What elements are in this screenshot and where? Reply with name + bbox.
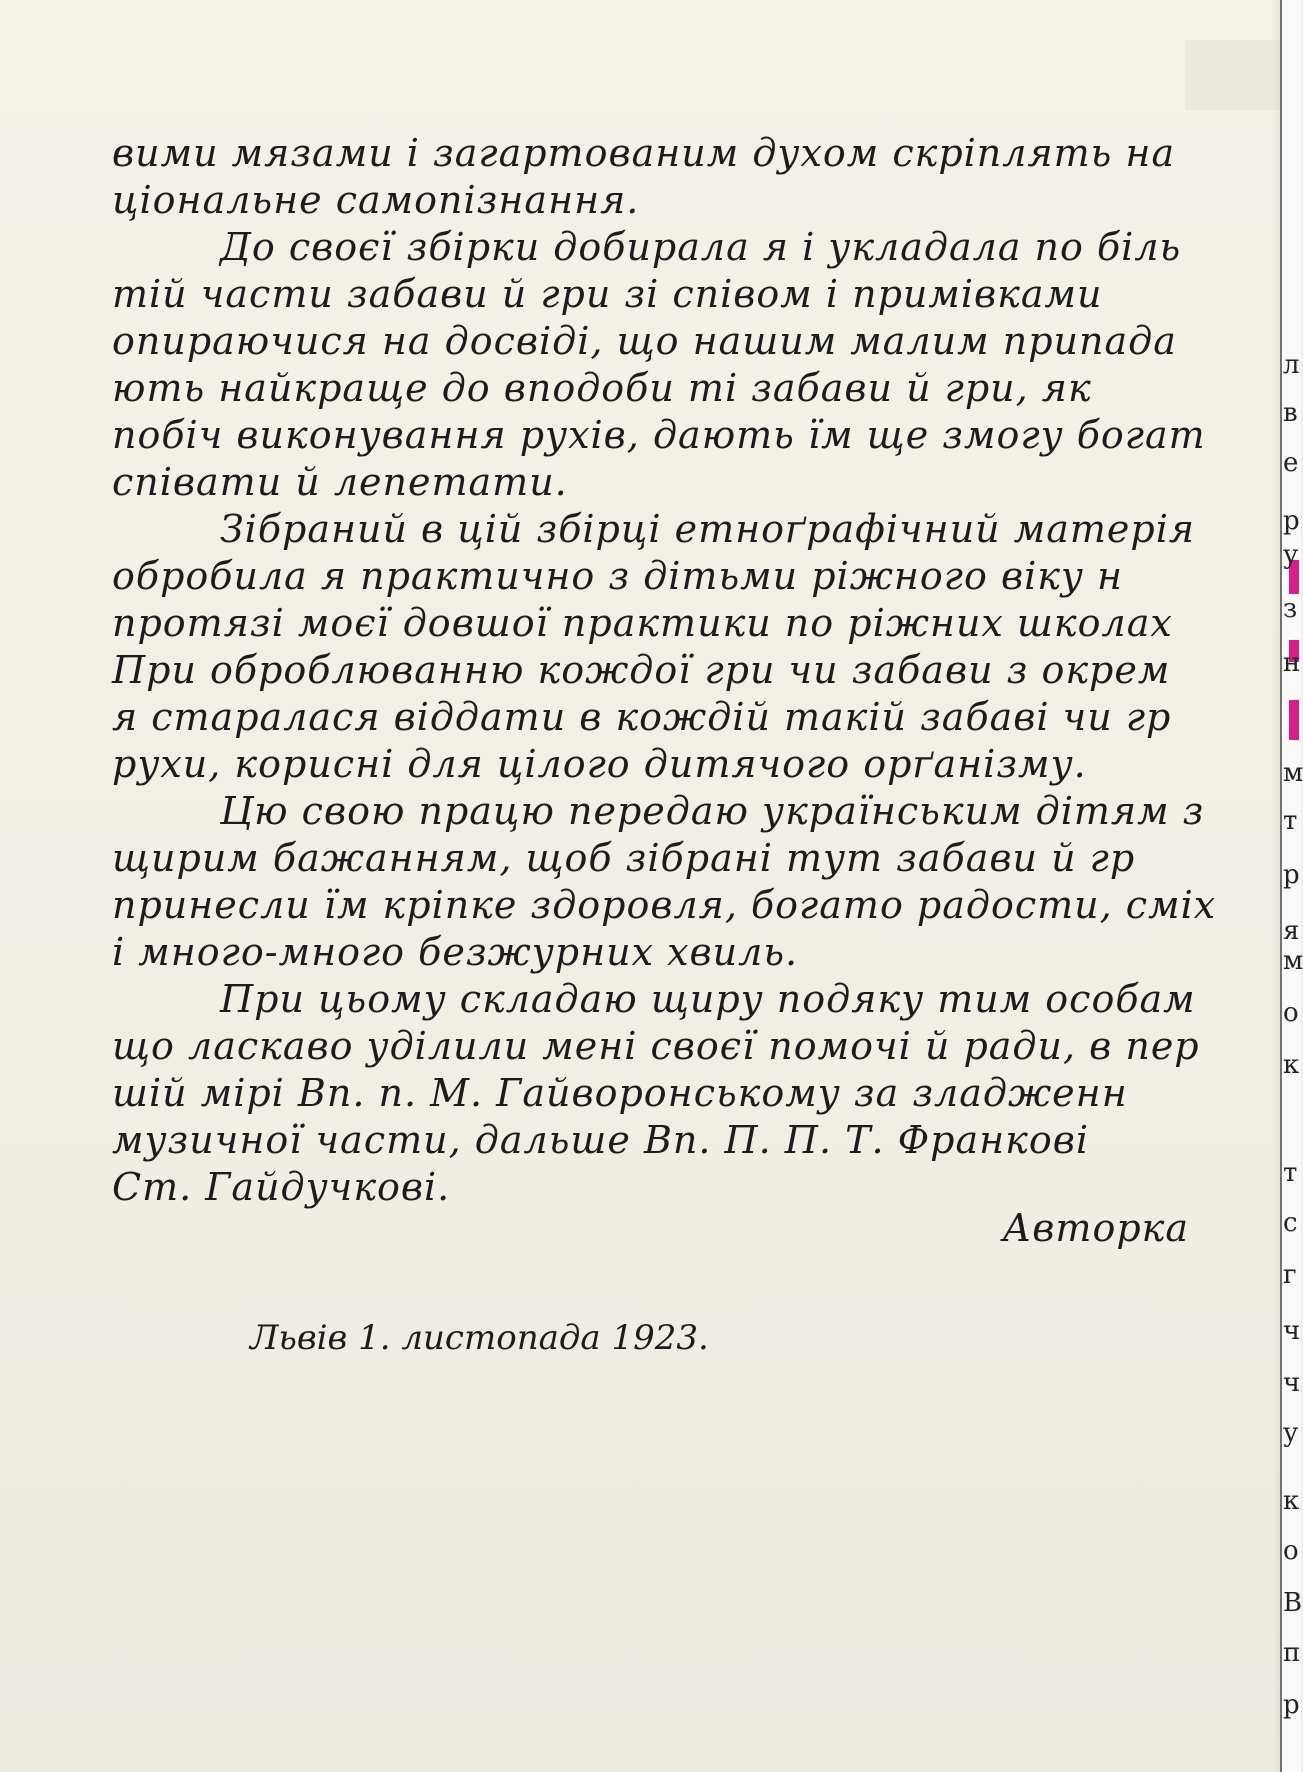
text-line: що ласкаво уділили мені своєї помочі й ради, в пер bbox=[112, 1024, 1200, 1068]
text-line: При цьому складаю щиру подяку тим особам bbox=[220, 977, 1196, 1021]
edge-letter: н bbox=[1283, 648, 1301, 678]
edge-letter: к bbox=[1283, 1050, 1300, 1080]
edge-letter: у bbox=[1283, 1418, 1299, 1448]
body-text bbox=[112, 130, 1277, 1211]
text-line: шій мірі Вп. п. М. Гайворонському за зладженн bbox=[112, 1071, 1128, 1115]
place-date: Львів 1. листопада 1923. bbox=[250, 1318, 709, 1358]
text-line: До своєї збірки добирала я і укладала по біль bbox=[220, 225, 1182, 269]
text-line: Цю свою працю передаю українським дітям з bbox=[220, 789, 1205, 833]
text-line: тій части забави й гри зі співом і примівками bbox=[112, 272, 1103, 316]
text-line: опираючися на досвіді, що нашим малим припада bbox=[112, 319, 1177, 363]
edge-letter: в bbox=[1283, 398, 1298, 428]
text-line: При оброблюванню кождої гри чи забави з окрем bbox=[112, 648, 1171, 692]
text-line: принесли їм кріпке здоровля, богато радости, сміх bbox=[112, 883, 1217, 927]
edge-letter: л bbox=[1283, 350, 1300, 380]
edge-letter: у bbox=[1283, 540, 1299, 570]
text-line: рухи, корисні для цілого дитячого орґанізму. bbox=[112, 742, 1087, 786]
edge-letter: ч bbox=[1283, 1368, 1301, 1398]
text-line: обробила я практично з дітьми ріжного віку н bbox=[112, 554, 1124, 598]
text-line: вими мязами і загартованим духом скріплять на bbox=[112, 131, 1176, 175]
pink-marker-strip bbox=[1289, 700, 1299, 740]
text-line: я старалася віддати в кождій такій забаві чи гр bbox=[112, 695, 1172, 739]
edge-letter: о bbox=[1283, 1536, 1299, 1566]
text-line: побіч виконування рухів, дають їм ще змогу богат bbox=[112, 413, 1206, 457]
text-line: протязі моєї довшої практики по ріжних школах bbox=[112, 601, 1173, 645]
edge-letter: я bbox=[1283, 916, 1300, 946]
edge-letter: В bbox=[1283, 1588, 1303, 1618]
text-line: співати й лепетати. bbox=[112, 460, 568, 504]
edge-letter: г bbox=[1283, 1260, 1297, 1290]
edge-letter: с bbox=[1283, 1208, 1298, 1238]
text-line: Ст. Гайдучкові. bbox=[112, 1165, 451, 1209]
edge-letter: з bbox=[1283, 594, 1298, 624]
text-line: Зібраний в цій збірці етноґрафічний матерія bbox=[220, 507, 1196, 551]
edge-letter: т bbox=[1283, 806, 1298, 836]
edge-letter: п bbox=[1283, 1638, 1301, 1668]
edge-letter: т bbox=[1283, 1158, 1298, 1188]
author-signature: Авторка bbox=[1002, 1206, 1189, 1250]
text-line: щирим бажанням, щоб зібрані тут забави й гр bbox=[112, 836, 1136, 880]
edge-letter: о bbox=[1283, 998, 1299, 1028]
bleed-through bbox=[1185, 40, 1285, 110]
text-line: і много-много безжурних хвиль. bbox=[112, 930, 799, 974]
edge-letter: е bbox=[1283, 448, 1299, 478]
edge-letter: ч bbox=[1283, 1316, 1301, 1346]
edge-letter: р bbox=[1283, 506, 1300, 536]
text-line: музичної части, дальше Вп. П. П. Т. Франкові bbox=[112, 1118, 1090, 1162]
text-line: ють найкраще до вподоби ті забави й гри, як bbox=[112, 366, 1092, 410]
edge-letter: м bbox=[1283, 946, 1303, 976]
edge-letter: р bbox=[1283, 860, 1300, 890]
edge-letter: р bbox=[1283, 1690, 1300, 1720]
text-line: ціональне самопізнання. bbox=[112, 178, 640, 222]
edge-letter: к bbox=[1283, 1486, 1300, 1516]
edge-letter: м bbox=[1283, 758, 1303, 788]
